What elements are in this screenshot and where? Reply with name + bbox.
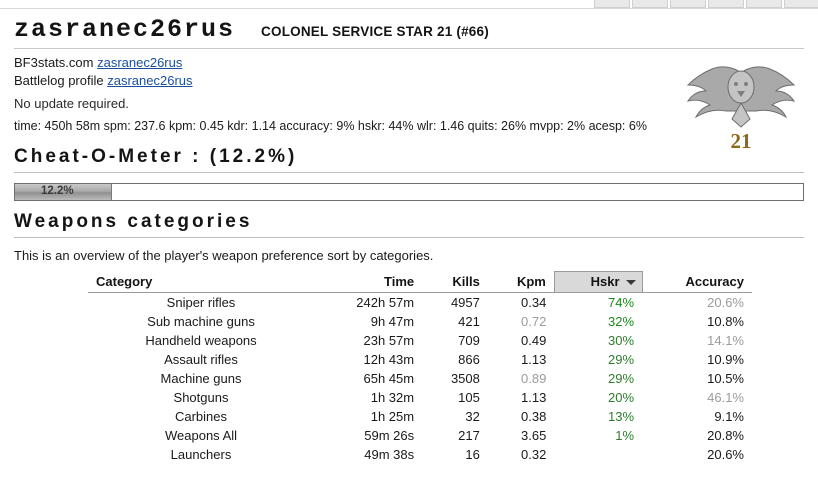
cell-kills: 217 bbox=[458, 428, 480, 443]
header-divider bbox=[14, 48, 804, 49]
cell-category: Machine guns bbox=[160, 371, 242, 386]
cell-time: 9h 47m bbox=[370, 314, 415, 329]
table-row[interactable] bbox=[88, 312, 752, 331]
cell-category: Sub machine guns bbox=[147, 314, 255, 329]
emblem-service-star-number: 21 bbox=[730, 129, 752, 153]
cell-accuracy: 9.1% bbox=[714, 409, 744, 424]
tab-chip-4[interactable] bbox=[708, 0, 744, 8]
weapons-table bbox=[88, 271, 752, 464]
cell-accuracy: 20.6% bbox=[707, 447, 744, 462]
cell-kpm: 0.72 bbox=[521, 314, 547, 329]
cell-hskr: 29% bbox=[608, 371, 635, 386]
table-row[interactable] bbox=[88, 388, 752, 407]
sort-descending-icon bbox=[626, 280, 636, 285]
cell-accuracy: 20.6% bbox=[707, 295, 744, 310]
cell-kills: 105 bbox=[458, 390, 480, 405]
cell-kpm: 0.89 bbox=[521, 371, 547, 386]
tab-chip-1[interactable] bbox=[594, 0, 630, 8]
weapons-divider bbox=[14, 237, 804, 238]
cell-kills: 709 bbox=[458, 333, 480, 348]
column-header-accuracy[interactable]: Accuracy bbox=[642, 272, 752, 293]
table-row[interactable] bbox=[88, 445, 752, 464]
weapons-header-row bbox=[88, 272, 752, 293]
weapons-table-body bbox=[88, 293, 752, 465]
cell-kpm: 0.38 bbox=[521, 409, 547, 424]
cell-hskr: 74% bbox=[608, 295, 635, 310]
cell-kpm: 3.65 bbox=[521, 428, 547, 443]
weapons-table-head bbox=[88, 272, 752, 293]
cell-kills: 32 bbox=[465, 409, 480, 424]
tab-chip-6[interactable] bbox=[784, 0, 818, 8]
weapons-section-title: Weapons categories bbox=[14, 211, 253, 232]
table-row[interactable] bbox=[88, 350, 752, 369]
browser-tab-strip bbox=[0, 0, 818, 9]
player-name: zasranec26rus bbox=[14, 15, 236, 44]
page-content bbox=[0, 9, 818, 464]
cheatometer-title: Cheat-O-Meter : (12.2%) bbox=[14, 146, 298, 167]
cell-accuracy: 10.8% bbox=[707, 314, 744, 329]
cell-kpm: 1.13 bbox=[521, 390, 547, 405]
cell-hskr: 29% bbox=[608, 352, 635, 367]
table-row[interactable] bbox=[88, 407, 752, 426]
cheatometer-bar-wrap bbox=[14, 183, 804, 201]
player-rank-title: COLONEL SERVICE STAR 21 (#66) bbox=[261, 24, 489, 39]
cell-hskr bbox=[554, 445, 642, 464]
cell-category: Weapons All bbox=[164, 428, 238, 443]
bf3stats-profile-link[interactable]: zasranec26rus bbox=[97, 55, 183, 70]
battlelog-profile-link[interactable]: zasranec26rus bbox=[107, 73, 193, 88]
cell-hskr: 20% bbox=[608, 390, 635, 405]
table-row[interactable] bbox=[88, 293, 752, 313]
cell-category: Sniper rifles bbox=[166, 295, 236, 310]
cell-accuracy: 10.5% bbox=[707, 371, 744, 386]
cell-category: Launchers bbox=[170, 447, 232, 462]
tab-chip-2[interactable] bbox=[632, 0, 668, 8]
cell-time: 49m 38s bbox=[364, 447, 415, 462]
cell-category: Shotguns bbox=[173, 390, 229, 405]
cell-hskr: 1% bbox=[615, 428, 635, 443]
cell-category: Carbines bbox=[174, 409, 228, 424]
cell-accuracy: 14.1% bbox=[707, 333, 744, 348]
cheatometer-bar-label: 12.2% bbox=[41, 185, 74, 197]
column-header-hskr[interactable] bbox=[554, 272, 642, 293]
cell-kpm: 0.32 bbox=[521, 447, 547, 462]
cell-hskr: 13% bbox=[608, 409, 635, 424]
table-row[interactable] bbox=[88, 369, 752, 388]
cell-kills: 866 bbox=[458, 352, 480, 367]
cell-category: Handheld weapons bbox=[145, 333, 257, 348]
cell-time: 65h 45m bbox=[363, 371, 415, 386]
column-header-kpm[interactable]: Kpm bbox=[488, 272, 554, 293]
column-header-time[interactable]: Time bbox=[314, 272, 422, 293]
cell-time: 23h 57m bbox=[363, 333, 415, 348]
column-header-category[interactable]: Category bbox=[88, 272, 314, 293]
cell-kpm: 0.34 bbox=[521, 295, 547, 310]
cell-kills: 4957 bbox=[450, 295, 480, 310]
bf3stats-label: BF3stats.com bbox=[14, 55, 94, 70]
cell-time: 12h 43m bbox=[363, 352, 415, 367]
cell-kills: 16 bbox=[465, 447, 480, 462]
cell-hskr: 30% bbox=[608, 333, 635, 348]
cell-category: Assault rifles bbox=[164, 352, 238, 367]
cell-time: 1h 32m bbox=[370, 390, 415, 405]
cell-kills: 421 bbox=[458, 314, 480, 329]
table-row[interactable] bbox=[88, 331, 752, 350]
eagle-emblem-icon bbox=[682, 61, 800, 139]
table-row[interactable] bbox=[88, 426, 752, 445]
battlelog-label: Battlelog profile bbox=[14, 73, 104, 88]
cell-time: 1h 25m bbox=[370, 409, 415, 424]
tab-chip-3[interactable] bbox=[670, 0, 706, 8]
column-header-kills[interactable]: Kills bbox=[422, 272, 488, 293]
rank-emblem bbox=[682, 61, 800, 161]
cell-accuracy: 46.1% bbox=[707, 390, 744, 405]
cell-kpm: 0.49 bbox=[521, 333, 547, 348]
cell-kills: 3508 bbox=[450, 371, 480, 386]
player-header bbox=[14, 9, 804, 44]
weapons-subtitle: This is an overview of the player's weapon preference sort by categories. bbox=[14, 248, 434, 263]
cell-accuracy: 10.9% bbox=[707, 352, 744, 367]
cheatometer-bar bbox=[14, 183, 804, 201]
summary-stats: time: 450h 58m spm: 237.6 kpm: 0.45 kdr: 1.14 accuracy: 9% hskr: 44% wlr: 1.46 quits: 26% mvpp: 2% acesp: 6% bbox=[14, 119, 647, 133]
cell-accuracy: 20.8% bbox=[707, 428, 744, 443]
cell-hskr: 32% bbox=[608, 314, 635, 329]
cell-time: 242h 57m bbox=[356, 295, 415, 310]
cell-kpm: 1.13 bbox=[521, 352, 547, 367]
update-note: No update required. bbox=[14, 96, 129, 111]
cell-time: 59m 26s bbox=[364, 428, 415, 443]
cheatometer-divider bbox=[14, 172, 804, 173]
column-header-hskr-label: Hskr bbox=[590, 274, 620, 289]
tab-chip-5[interactable] bbox=[746, 0, 782, 8]
